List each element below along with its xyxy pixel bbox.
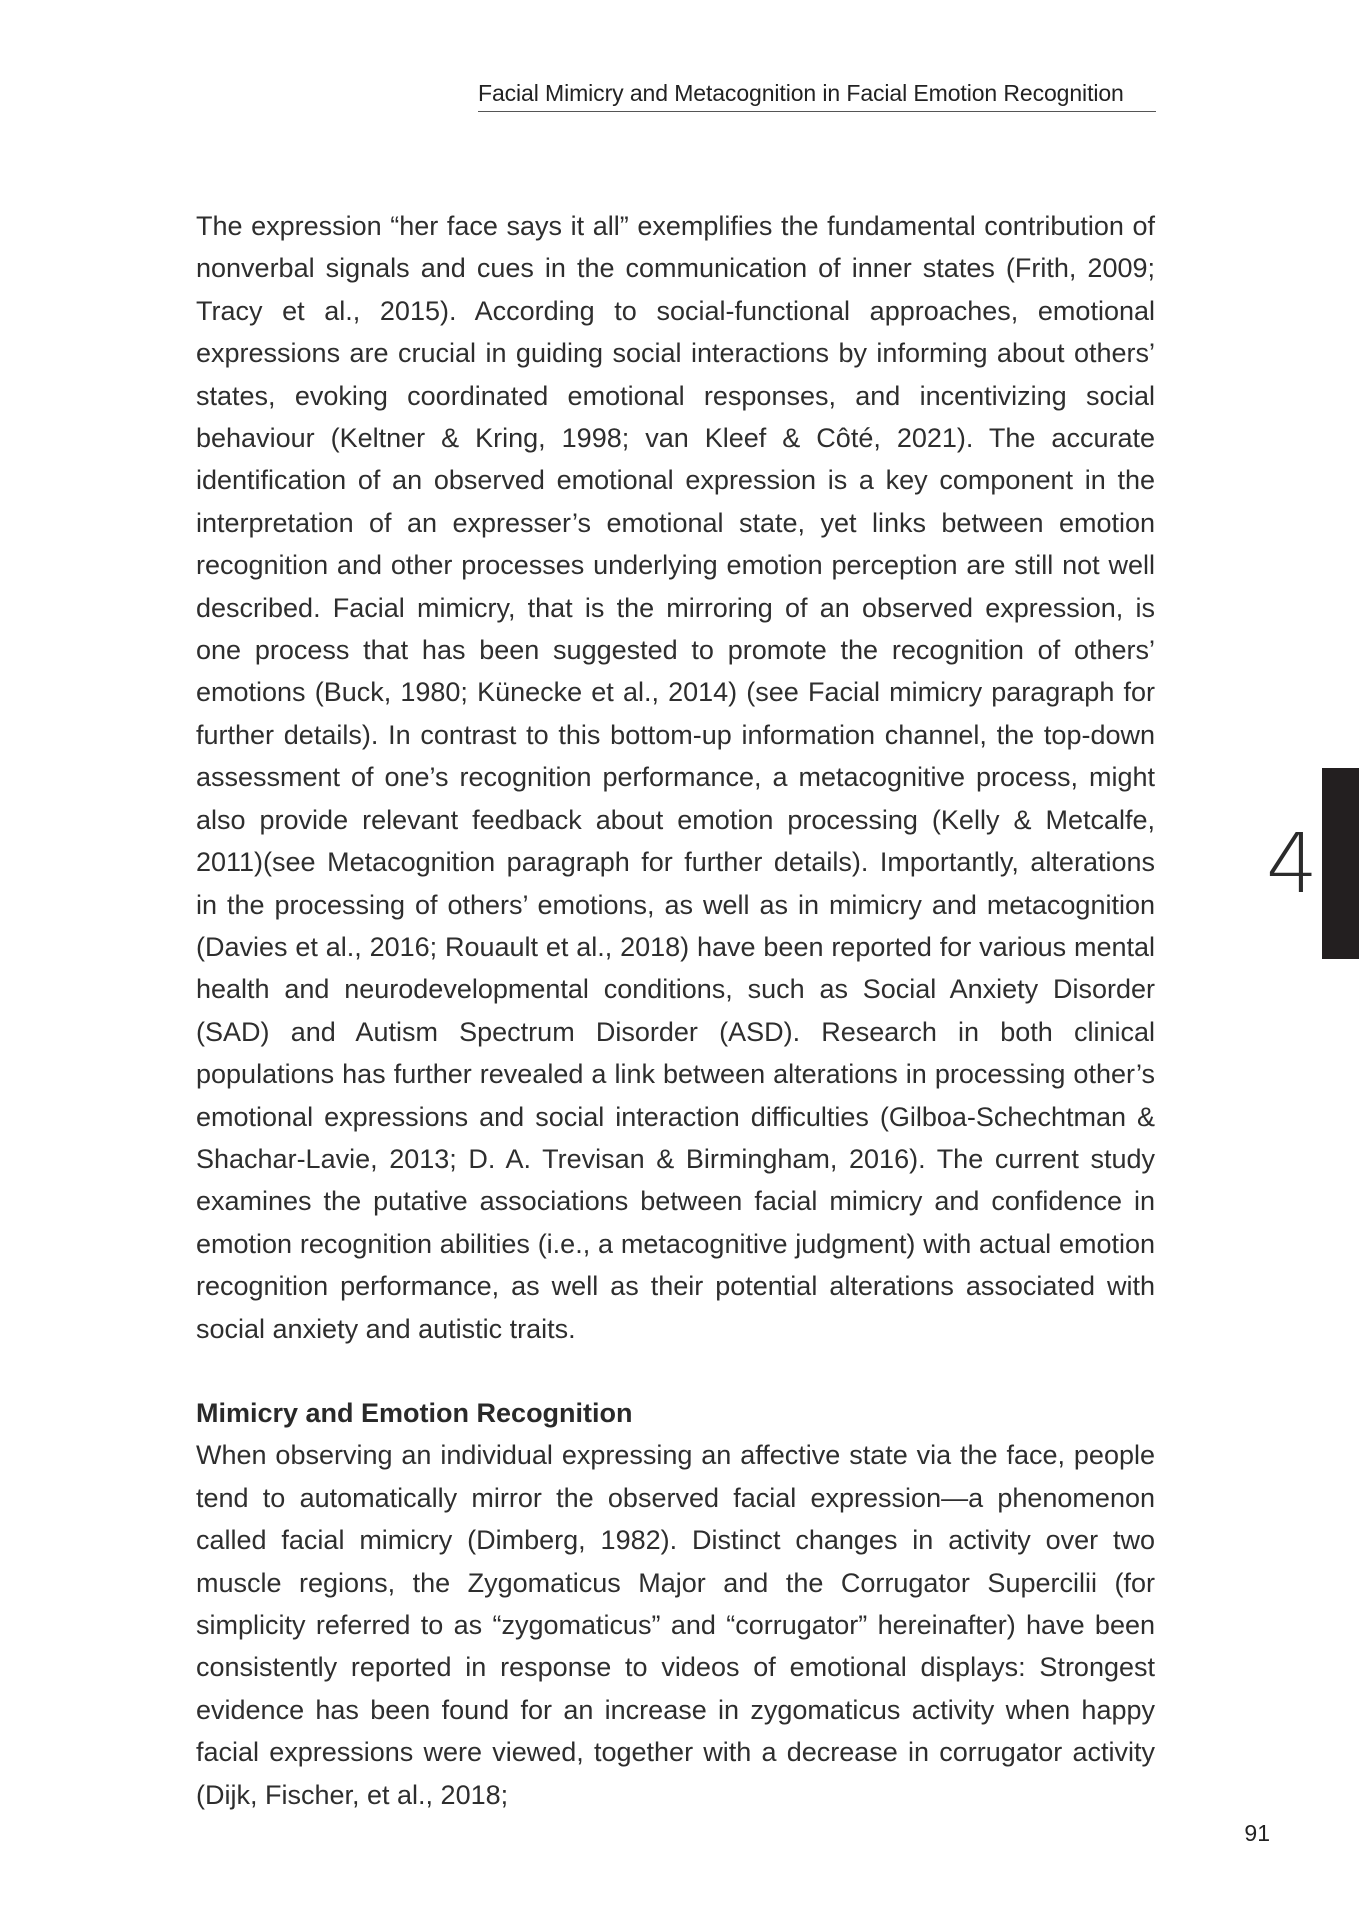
chapter-tab-marker [1322, 768, 1359, 959]
section-heading: Mimicry and Emotion Recognition [196, 1397, 633, 1428]
body-paragraph-intro: The expression “her face says it all” exemplifies the fundamental contribution of nonverbal signals and cues in the communication of inner states (Frith, 2009; Tracy et al., 2015). According to social-functional approaches, emotional expressions are crucial in guiding social interactions by informing about others’ states, evoking coordinated emotional responses, and incentivizing social behaviour (Keltner & Kring, 1998; van Kleef & Côté, 2021). The accurate identification of an observed emotional expression is a key component in the interpretation of an expresser’s emotional state, yet links between emotion recognition and other processes underlying emotion perception are still not well described. Facial mimicry, that is the mirroring of an observed expression, is one process that has been suggested to promote the recognition of others’ emotions (Buck, 1980; Künecke et al., 2014) (see Facial mimicry paragraph for further details). In contrast to this bottom-up information channel, the top-down assessment of one’s recognition performance, a metacognitive process, might also provide relevant feedback about emotion processing (Kelly & Metcalfe, 2011)(see Metacognition paragraph for further details). Importantly, alterations in the processing of others’ emotions, as well as in mimicry and metacognition (Davies et al., 2016; Rouault et al., 2018) have been reported for various mental health and neurodevelopmental conditions, such as Social Anxiety Disorder (SAD) and Autism Spectrum Disorder (ASD). Research in both clinical populations has further revealed a link between alterations in processing other’s emotional expressions and social interaction difficulties (Gilboa-Schechtman & Shachar-Lavie, 2013; D. A. Trevisan & Birmingham, 2016). The current study examines the putative associations between facial mimicry and confidence in emotion recognition abilities (i.e., a metacognitive judgment) with actual emotion recognition performance, as well as their potential alterations associated with social anxiety and autistic traits. [196, 211, 1155, 1344]
running-header-title: Facial Mimicry and Metacognition in Facial Emotion Recognition [478, 80, 1156, 112]
page-body [196, 205, 1155, 1816]
page-number: 91 [1244, 1820, 1270, 1846]
chapter-number: 4 [1265, 817, 1319, 912]
body-paragraph-mimicry: When observing an individual expressing an affective state via the face, people tend to automatically mirror the observed facial expression—a phenomenon called facial mimicry (Dimberg, 1982). Distinct changes in activity over two muscle regions, the Zygomaticus Major and the Corrugator Supercilii (for simplicity referred to as “zygomaticus” and “corrugator” hereinafter) have been consistently reported in response to videos of emotional displays: Strongest evidence has been found for an increase in zygomaticus activity when happy facial expressions were viewed, together with a decrease in corrugator activity (Dijk, Fischer, et al., 2018; [196, 1440, 1155, 1810]
